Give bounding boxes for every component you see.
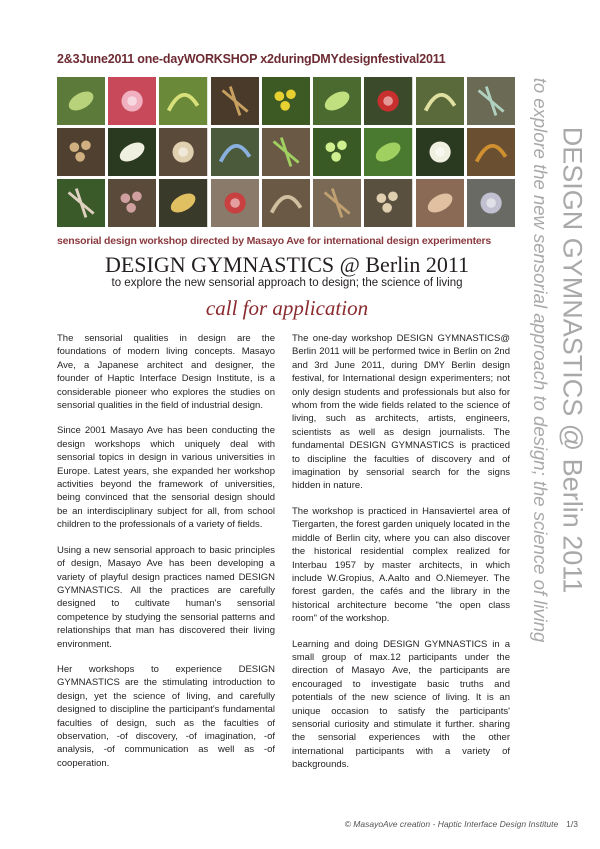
red-feather-photo xyxy=(211,179,259,227)
paragraph: Learning and doing DESIGN GYMNASTICS in a small group of max.12 participants under the direction of Masayo Ave, the participants are encouraged to investigate basic truths and potentials of the new science of living. It is an unique occasion to satisfy the participants' sensorial curiosity and stimulate it further. sharing the sensorial experiences with the other international participants with a variety of backgrounds. xyxy=(292,638,510,771)
blue-flowers-photo xyxy=(211,128,259,176)
spiral-leaf-photo xyxy=(159,77,207,125)
left-column xyxy=(57,332,275,782)
green-shoot-photo xyxy=(313,77,361,125)
yellow-flower-photo xyxy=(262,77,310,125)
white-flower-cluster-photo xyxy=(416,128,464,176)
fern-leaf-photo xyxy=(57,77,105,125)
tagline: to explore the new sensorial approach to design; the science of living xyxy=(111,277,463,289)
paragraph: The one-day workshop DESIGN GYMNASTICS@ Berlin 2011 will be performed twice in Berlin on 2nd and 3rd June 2011, during DMY Berlin design festival, for International design experimenters; not only design students and professionals but also for whom from the wide fields related to the science of living, such as architects, artists, engineers, scientists as well as design journalists. The fundamental DESIGN GYMNASTICS is practiced to discipline the faculties of discovery and of imagination by sensorial search for the signs hidden in nature. xyxy=(292,333,510,492)
green-sprout-photo xyxy=(262,128,310,176)
dry-leaves-photo xyxy=(211,77,259,125)
grass-tuft-photo xyxy=(364,128,412,176)
vertical-title-area xyxy=(521,20,591,700)
paragraph: Since 2001 Masayo Ave has been conducting the design workshops which uniquely deal with sensorial topics in design in various universities in Europe. Latest years, she expanded her workshop activities beyond the framework of universities, being convinced that the sensorial design should be an interdisciplinary subject for all, from school children to the professionals of a variety of fields. xyxy=(57,425,275,531)
curled-leaf-photo xyxy=(313,179,361,227)
tendril-photo xyxy=(416,179,464,227)
photo-grid xyxy=(57,77,515,227)
paragraph: Using a new sensorial approach to basic principles of design, Masayo Ave has been developing a variety of playful design practices named DESIGN GYMNASTICS. All the practices are carefully designed to cultivate human's sensorial competence by studying the sensorial patterns and relationships that man has discovered their living environment. xyxy=(57,544,275,650)
mushroom-photo xyxy=(57,179,105,227)
orange-leaf-photo xyxy=(467,128,515,176)
bark-shell-photo xyxy=(262,179,310,227)
branch-fork-photo xyxy=(364,179,412,227)
call-for-application-heading: call for application xyxy=(205,296,369,320)
pink-cap-photo xyxy=(108,179,156,227)
vertical-subtitle: to explore the new sensorial approach to design; the science of living xyxy=(530,77,551,643)
white-blossom-photo xyxy=(108,128,156,176)
paragraph: Her workshops to experience DESIGN GYMNASTICS are the stimulating introduction to design, yet the science of living, and carefully designed to discipline the participant's fundamental faculties of design, such as the faculties of observation, -of discovery, -of imagination, -of analysis, -of communication as well as -of cooperation. xyxy=(57,663,275,769)
page-number: 1/3 xyxy=(566,819,578,829)
footer-credit: © MasayoAve creation - Haptic Interface Design Institute xyxy=(344,819,559,829)
numeral-five-stick-photo xyxy=(57,128,105,176)
yellow-pods-photo xyxy=(159,179,207,227)
seed-pod-photo xyxy=(467,77,515,125)
fallen-leaf-photo xyxy=(416,77,464,125)
paragraph: The sensorial qualities in design are the foundations of modern living concepts. Masayo Ave, a Japanese architect and designer, the founder of Haptic Interface Design Institute, is a considerable pioneer who explores the studies on sensorial qualities in the field of industrial design. xyxy=(57,333,275,412)
footer xyxy=(345,819,578,829)
twig-arrow-photo xyxy=(159,128,207,176)
page-title: DESIGN GYMNASTICS @ Berlin 2011 xyxy=(104,252,470,277)
paragraph: The workshop is practiced in Hansaviertel area of Tiergarten, the forest garden uniquely located in the middle of Berlin city, where you can also discover the historical residential complex realized for Interbau 1957 by master architects, in which include W.Gropius, A.Aalto and O.Niemeyer. The forest garden, the cafés and the library in the historical architecture become "the open class room" of the workshop. xyxy=(292,505,510,625)
event-header: 2&3June2011 one-dayWORKSHOP x2duringDMYdesignfestival2011 xyxy=(57,52,446,66)
bright-leaf-photo xyxy=(313,128,361,176)
workshop-subheader: sensorial design workshop directed by Masayo Ave for international design experimenters xyxy=(57,235,492,247)
red-berries-photo xyxy=(364,77,412,125)
pebbles-photo xyxy=(467,179,515,227)
vertical-title: DESIGN GYMNASTICS @ Berlin 2011 xyxy=(557,126,588,594)
right-column xyxy=(292,332,510,784)
pink-flower-photo xyxy=(108,77,156,125)
